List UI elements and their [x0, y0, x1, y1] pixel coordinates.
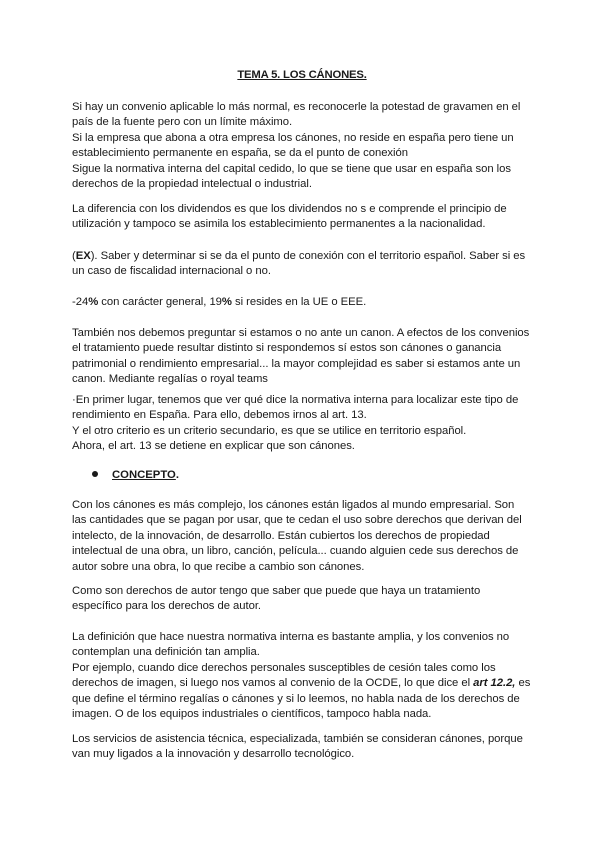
section-heading-concepto: [92, 468, 179, 483]
text-fragment: (: [72, 250, 76, 262]
text-line: rendimiento en España. Para ello, debemos irnos al art. 13.: [72, 409, 367, 422]
text-line: canon. Mediante regalías o royal teams: [72, 373, 268, 386]
percent-sign: %: [88, 296, 99, 308]
text-fragment: si resides en la UE o EEE.: [231, 296, 367, 308]
paragraph-concepto: [72, 498, 532, 575]
text-line: intelectual de una obra, un libro, canción, película... cuando alguien cede sus derechos de: [72, 545, 519, 558]
text-line: van muy ligados a la innovación y desarrollo tecnológico.: [72, 748, 355, 761]
section-heading-suffix: .: [175, 469, 179, 481]
paragraph-derechos-autor: [72, 584, 532, 615]
paragraph-tipos: [72, 295, 532, 310]
text-line: [72, 249, 532, 264]
paragraph-asistencia-tecnica: [72, 732, 532, 763]
text-line: Sigue la normativa interna del capital cedido, lo que se tiene que usar en españa son los: [72, 162, 511, 175]
text-line: [72, 676, 532, 691]
paragraph-convenio: [72, 100, 532, 192]
text-line: Ahora, el art. 13 se detiene en explicar que son cánones.: [72, 440, 355, 453]
text-line: el tratamiento puede resultar distinto si respondemos sí estos son cánones o ganancia: [72, 342, 502, 355]
text-line: patrimonial o rendimiento empresarial... la mayor complejidad es saber si estamos ante un: [72, 357, 521, 370]
text-fragment: ). Saber y determinar si se da el punto de conexión con el territorio español. Saber si es: [90, 250, 526, 262]
text-line: [72, 295, 532, 310]
page-title: TEMA 5. LOS CÁNONES.: [237, 69, 367, 81]
text-line: que define el término regalías o cánones y si lo leemos, no habla nada de los derechos de: [72, 692, 520, 705]
text-fragment: con carácter general, 19: [98, 296, 222, 308]
text-line: específico para los derechos de autor.: [72, 600, 262, 613]
bullet-icon: [92, 471, 98, 477]
text-line: Por ejemplo, cuando dice derechos personales susceptibles de cesión tales como los: [72, 661, 496, 674]
paragraph-canon: [72, 326, 532, 388]
text-line: Si hay un convenio aplicable lo más normal, es reconocerle la potestad de gravamen en el: [72, 101, 521, 113]
exam-marker: EX: [75, 250, 91, 262]
paragraph-ex: [72, 249, 532, 280]
text-line: establecimiento permanente en españa, se da el punto de conexión: [72, 147, 408, 160]
paragraph-normativa: [72, 393, 532, 455]
text-line: contemplan una definición tan amplia.: [72, 646, 260, 659]
percent-sign: %: [221, 296, 232, 308]
text-line: imagen. O de los equipos industriales o científicos, tampoco habla nada.: [72, 708, 432, 721]
text-line: La definición que hace nuestra normativa interna es bastante amplia, y los convenios no: [72, 631, 510, 643]
text-line: derechos de la propiedad intelectual o industrial.: [72, 178, 312, 191]
text-line: Como son derechos de autor tengo que saber que puede que haya un tratamiento: [72, 585, 481, 597]
paragraph-definicion: [72, 630, 532, 722]
text-line: autor sobre una obra, lo que recibe a cambio son cánones.: [72, 560, 365, 573]
text-line: Con los cánones es más complejo, los cánones están ligados al mundo empresarial. Son: [72, 499, 515, 511]
text-line: También nos debemos preguntar si estamos o no ante un canon. A efectos de los convenios: [72, 327, 530, 339]
text-line: ·En primer lugar, tenemos que ver qué dice la normativa interna para localizar este tipo de: [72, 394, 519, 406]
text-line: La diferencia con los dividendos es que los dividendos no s e comprende el principio de: [72, 203, 507, 215]
text-line: Los servicios de asistencia técnica, especializada, también se consideran cánones, porque: [72, 733, 523, 745]
text-fragment: -24: [72, 296, 89, 308]
text-line: intelecto, de la innovación, de desarrollo. Están cubiertos los derechos de propiedad: [72, 529, 490, 542]
text-line: Si la empresa que abona a otra empresa los cánones, no reside en españa pero tiene un: [72, 131, 514, 144]
section-heading-label: CONCEPTO: [112, 469, 176, 481]
text-line: país de la fuente pero con un límite máximo.: [72, 116, 293, 129]
article-reference: art 12.2,: [473, 677, 516, 690]
text-line: las cantidades que se pagan por usar, que te cedan el uso sobre derechos que derivan del: [72, 514, 522, 527]
text-line: Y el otro criterio es un criterio secundario, es que se utilice en territorio español.: [72, 424, 467, 437]
text-line: un caso de fiscalidad internacional o no.: [72, 265, 271, 278]
text-fragment: derechos de imagen, si luego nos vamos al convenio de la OCDE, lo que dice el: [72, 677, 474, 690]
text-fragment: es: [515, 677, 531, 690]
paragraph-dividendos: [72, 202, 532, 233]
text-line: utilización y tampoco se asimila los establecimiento permanentes a la nacionalidad.: [72, 218, 486, 231]
